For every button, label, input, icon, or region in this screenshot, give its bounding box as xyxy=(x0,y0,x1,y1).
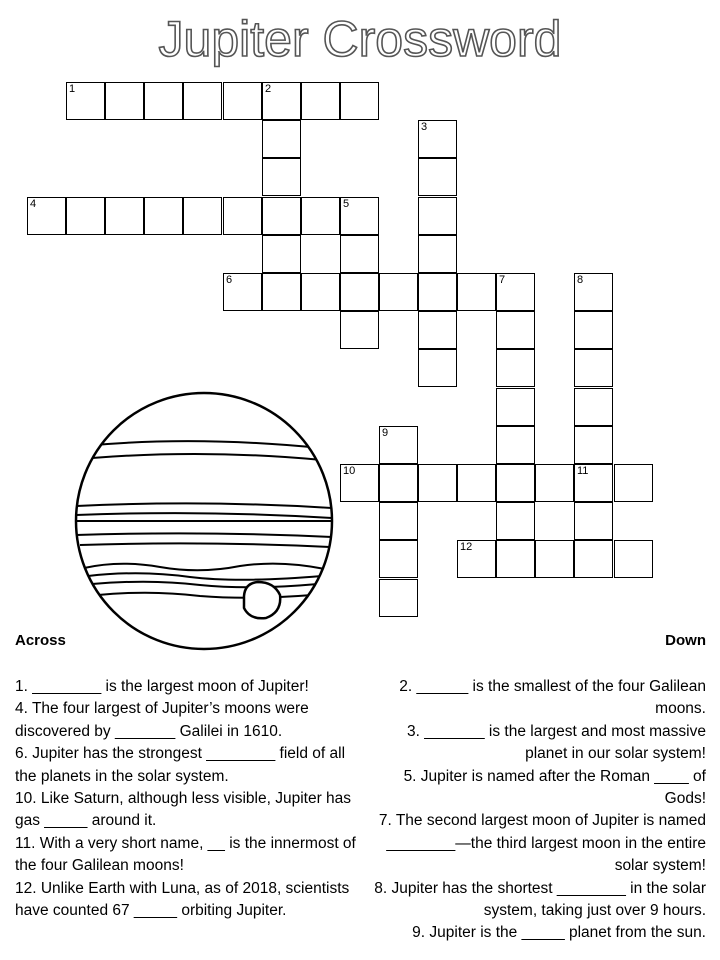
great-red-spot xyxy=(244,582,280,618)
down-clue-3: 3. _______ is the largest and most massive planet in our solar system! xyxy=(407,722,706,763)
across-clue-12: 12. Unlike Earth with Luna, as of 2018, scientists have counted 67 _____ orbiting Jupiter. xyxy=(15,879,350,920)
down-clue-7: 7. The second largest moon of Jupiter is named ________—the third largest moon in the entire solar system! xyxy=(378,812,706,875)
clue-number: 8 xyxy=(577,274,584,286)
across-heading: Across xyxy=(15,632,66,649)
down-clue-8: 8. Jupiter has the shortest ________ in the solar system, taking just over 9 hours. xyxy=(374,879,706,920)
clue-number: 4 xyxy=(30,198,37,210)
across-clue-6: 6. Jupiter has the strongest ________ field of all the planets in the solar system. xyxy=(15,745,346,785)
across-clue-1: 1. ________ is the largest moon of Jupiter! xyxy=(15,678,309,695)
down-clue-2: 2. ______ is the smallest of the four Galilean moons. xyxy=(399,678,706,718)
down-heading: Down xyxy=(665,632,706,649)
puzzle-title: Jupiter Crossword xyxy=(158,11,562,67)
down-clue-5: 5. Jupiter is named after the Roman ____ of Gods! xyxy=(403,767,706,808)
across-clue-list xyxy=(15,676,360,922)
clue-number: 11 xyxy=(577,465,589,477)
clue-number: 2 xyxy=(265,83,272,95)
clue-number: 3 xyxy=(421,121,428,133)
across-clue-11: 11. With a very short name, __ is the innermost of the four Galilean moons! xyxy=(15,834,356,875)
down-clue-9: 9. Jupiter is the _____ planet from the sun. xyxy=(412,924,706,942)
clue-number: 10 xyxy=(343,465,356,477)
clue-number: 12 xyxy=(460,541,473,553)
across-clue-10: 10. Like Saturn, although less visible, Jupiter has gas _____ around it. xyxy=(15,790,352,830)
down-clue-list xyxy=(366,676,706,945)
clue-number: 7 xyxy=(499,274,506,286)
across-clue-4: 4. The four largest of Jupiter’s moons were discovered by _______ Galilei in 1610. xyxy=(15,700,309,740)
clue-number: 5 xyxy=(343,198,350,210)
clue-number: 9 xyxy=(382,427,389,439)
clue-number: 1 xyxy=(69,83,76,95)
clue-number: 6 xyxy=(226,274,233,286)
